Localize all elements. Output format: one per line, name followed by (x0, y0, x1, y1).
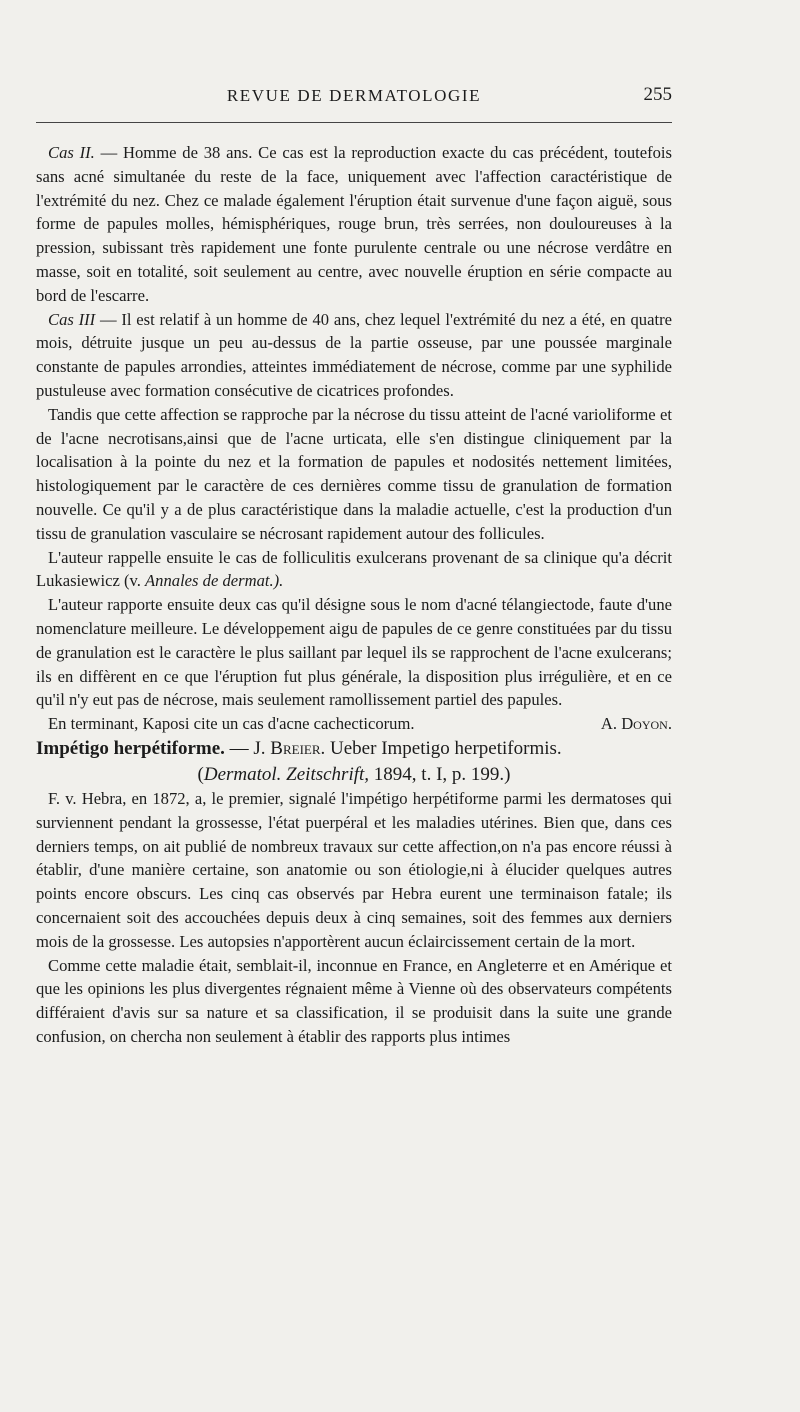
paragraph-case-2 (36, 141, 672, 308)
paragraph-3: Tandis que cette affection se rapproche par la nécrose du tissu atteint de l'acné varioliforme et de l'acne necrotisans,ainsi que de l'acne urticata, elle s'en distingue cliniquement par la localisation à la pointe du nez et la formation de papules et nodosités nettement limitées, histologiquement par le caractère de ces dernières comme tissu de granulation de formation nouvelle. Ce qu'il y a de plus caractéristique dans la maladie actuelle, c'est la production d'un tissu de granulation vasculaire se nécrosant rapidement autour des follicules. (36, 404, 672, 543)
header-rule (36, 122, 672, 123)
running-head (36, 82, 672, 112)
article-source-rest: 1894, t. I, p. 199.) (369, 763, 511, 785)
author-signature: A. Doyon. (600, 714, 672, 734)
case-2-label: Cas II. (48, 143, 95, 162)
paragraph-hebra: F. v. Hebra, en 1872, a, le premier, signalé l'impétigo herpétiforme parmi les dermatoses qui surviennent pendant la grossesse, l'état puerpéral et les maladies utérines. Bien que, dans ces derniers temps, on ait publié de nombreux travaux sur cette affection,on n'a pas encore réussi à établir, d'une manière certaine, son anatomie ou son étiologie,ni à élucider quelques autres points encore obscurs. Les cinq cas observés par Hebra eurent une terminaison fatale; ils concernaient soit des accouchées depuis deux à cinq semaines, soit des femmes aux derniers mois de la grossesse. Les autopsies n'apportèrent aucun éclaircissement certain de la mort. (36, 788, 672, 951)
body-text (36, 141, 672, 1049)
case-2-text: — Homme de 38 ans. Ce cas est la reproduction exacte du cas précédent, toutefois sans acné simultanée du reste de la face, uniquement avec l'affection caractéristique de l'extrémité du nez. Chez ce malade également l'éruption était survenue d'une façon aiguë, sous forme de papules molles, hémisphériques, rouge brun, très serrées, non douloureuses à la pression, subissant très rapidement une fonte purulente centrale ou une nécrose verdâtre en masse, soit en totalité, soit seulement au centre, avec nouvelle éruption en série compacte au bord de l'escarre. (36, 143, 672, 305)
case-3-label: Cas III (48, 309, 96, 329)
running-title: REVUE DE DERMATOLOGIE (226, 86, 482, 105)
article-source (36, 762, 672, 787)
paragraph-4 (36, 546, 672, 594)
article-title-rest: Ueber Impetigo herpetiformis. (325, 737, 562, 759)
paragraph-case-3 (36, 308, 672, 403)
page-number: 255 (643, 84, 672, 105)
article-title-bold: Impétigo herpétiforme. (36, 737, 225, 759)
paragraph-6 (36, 712, 672, 736)
paragraph-5: L'auteur rapporte ensuite deux cas qu'il désigne sous le nom d'acné télangiectode, faute d'une nomenclature meilleure. Le développement aigu de papules de ce genre constituées par du tissu de granulation est le caractère le plus saillant par lequel ils se rapprochent de l'acne exulcerans; ils en diffèrent en ce que l'éruption fut plus générale, la disposition plus irrégulière, et en ce qu'il n'y eut pas de nécrose, mais seulement ramollissement partiel des papules. (36, 595, 672, 710)
journal-reference: Annales de dermat.). (145, 571, 284, 591)
article-source-journal: Dermatol. Zeitschrift, (203, 763, 370, 785)
paragraph-4-text: L'auteur rappelle ensuite le cas de folliculitis exulcerans provenant de sa clinique qu'a décrit Lukasiewicz (v. (36, 547, 672, 591)
paragraph-6-text: En terminant, Kaposi cite un cas d'acne cachecticorum. (48, 714, 415, 734)
article-author: Breier. (270, 737, 326, 759)
case-3-text: — Il est relatif à un homme de 40 ans, chez lequel l'extrémité du nez a été, en quatre mois, détruite jusque un peu au-dessus de la partie osseuse, par une poussée marginale constante de papules arrondies, atteintes immédiatement de nécrose, comme par une syphilide pustuleuse avec formation consécutive de cicatrices profondes. (36, 309, 672, 400)
article-source-open: ( (197, 763, 204, 785)
article-title (36, 736, 672, 762)
paragraph-confusion: Comme cette maladie était, semblait-il, inconnue en France, en Angleterre et en Amérique et que les opinions les plus divergentes régnaient même à Vienne où des observateurs compétents différaient d'avis sur sa nature et sa classification, il se produisit dans la suite une grande confusion, on chercha non seulement à établir des rapports plus intimes (36, 955, 672, 1046)
article-title-dash: — J. (224, 737, 271, 759)
